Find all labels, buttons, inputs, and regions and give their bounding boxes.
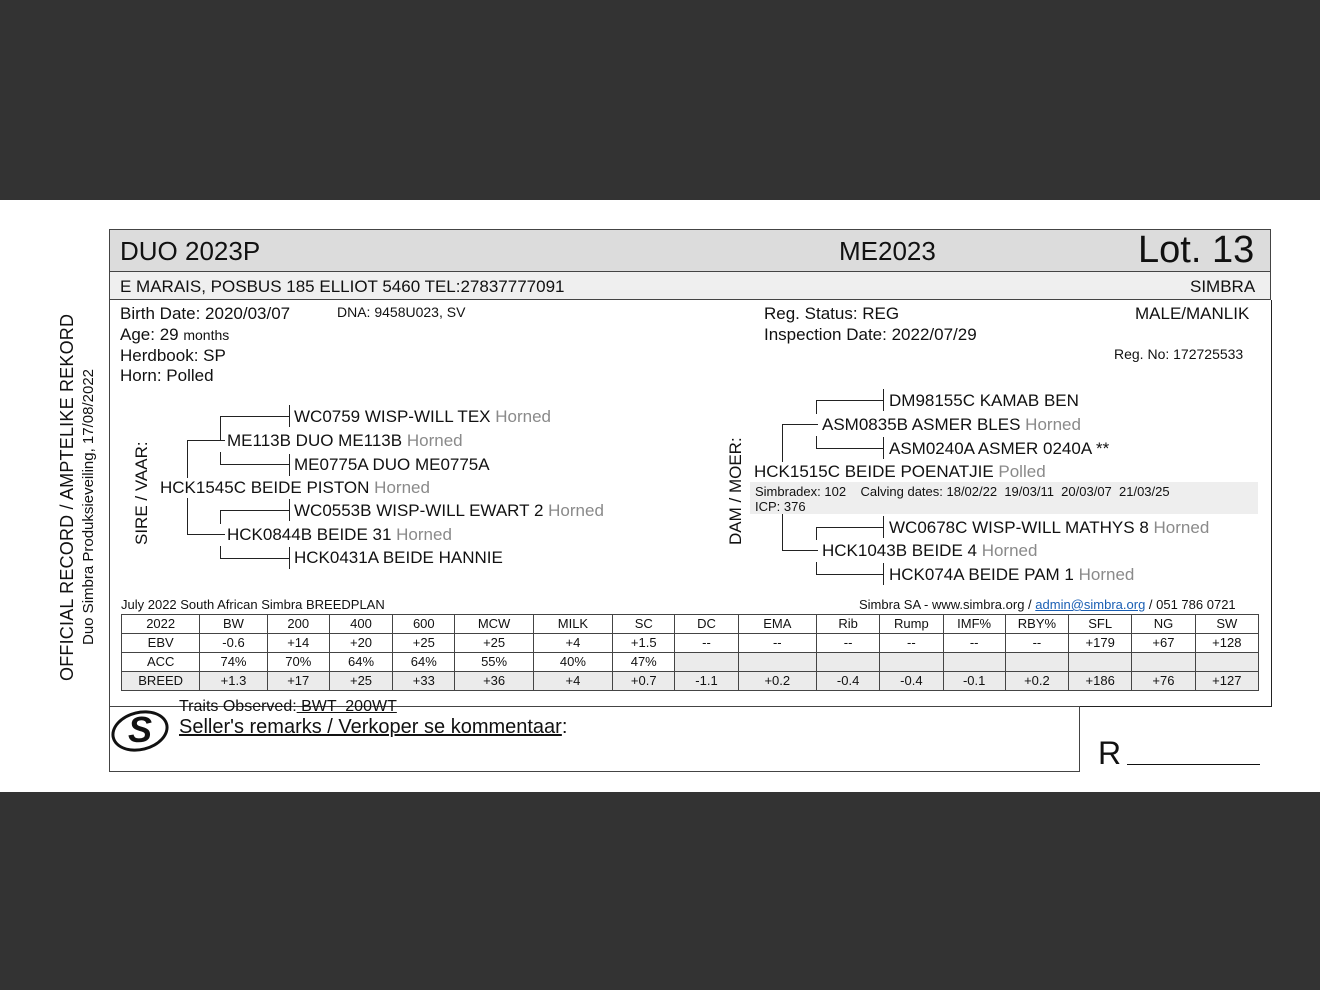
dam-dam-name: HCK1043B BEIDE 4 xyxy=(822,541,977,560)
sire-connector xyxy=(220,464,290,465)
sire-connector xyxy=(187,440,188,478)
horn-status: Horn: Polled xyxy=(120,366,214,385)
sire-sire-dam xyxy=(294,455,490,475)
dam-dam xyxy=(822,541,1037,561)
ebv-row xyxy=(122,634,1259,653)
ebv-cell: +67 xyxy=(1132,634,1195,653)
footer-divider xyxy=(1080,706,1272,707)
dam-connector xyxy=(816,527,817,540)
sire-connector xyxy=(220,558,290,559)
ebv-header-row xyxy=(122,615,1259,634)
sss-horn: Horned xyxy=(495,407,551,426)
sire-connector xyxy=(289,547,290,569)
ebv-cell: +0.7 xyxy=(613,672,675,691)
ebv-cell: 40% xyxy=(533,653,612,672)
dam-stats-line2: ICP: 376 xyxy=(755,499,806,514)
ebv-header-cell: IMF% xyxy=(943,615,1005,634)
sire-dam-horn: Horned xyxy=(396,525,452,544)
ebv-cell: 64% xyxy=(329,653,392,672)
dam-name-text: HCK1515C BEIDE POENATJIE xyxy=(754,462,994,481)
birth-date: Birth Date: 2020/03/07 xyxy=(120,304,291,323)
dam-connector xyxy=(782,550,818,551)
ebv-header-cell: Rib xyxy=(816,615,879,634)
dam-connector xyxy=(782,424,818,425)
footer-divider xyxy=(1271,300,1272,707)
sire-connector xyxy=(289,499,290,521)
ebv-cell: +14 xyxy=(267,634,329,653)
remarks-label: Seller's remarks / Verkoper se kommentaar xyxy=(179,716,562,738)
ebv-cell: -0.1 xyxy=(943,672,1005,691)
sire-connector xyxy=(187,440,225,441)
ebv-cell xyxy=(675,653,738,672)
ddd-horn: Horned xyxy=(1078,565,1135,584)
ebv-header-cell: RBY% xyxy=(1005,615,1068,634)
sire-sire-horn: Horned xyxy=(406,431,463,450)
ebv-row-label: BREED xyxy=(122,672,200,691)
contact-email-link[interactable]: admin@simbra.org xyxy=(1035,597,1146,612)
ebv-cell: +179 xyxy=(1069,634,1132,653)
ebv-cell xyxy=(880,653,943,672)
dds-horn: Horned xyxy=(1153,518,1210,537)
dam-connector xyxy=(816,400,817,414)
dam-connector xyxy=(816,527,884,528)
animal-id: DUO 2023P xyxy=(120,236,261,266)
sds-horn: Horned xyxy=(548,501,604,520)
ebv-cell: -0.4 xyxy=(880,672,943,691)
lot-number: Lot. 13 xyxy=(1138,229,1255,271)
sire-dam-dam xyxy=(294,548,503,568)
ebv-cell: 55% xyxy=(455,653,533,672)
animal-code: ME2023 xyxy=(839,236,936,266)
dam-connector xyxy=(883,389,884,411)
dam-sire-sire xyxy=(889,391,1079,411)
reg-status: Reg. Status: REG xyxy=(764,304,900,323)
dam-sire xyxy=(822,415,1081,435)
ebv-header-cell: 200 xyxy=(267,615,329,634)
dss-name: DM98155C KAMAB BEN xyxy=(889,391,1079,410)
ebv-header-cell: 400 xyxy=(329,615,392,634)
ebv-cell xyxy=(943,653,1005,672)
dds-name: WC0678C WISP-WILL MATHYS 8 xyxy=(889,518,1149,537)
sire-dam xyxy=(227,525,452,545)
ebv-cell: -- xyxy=(816,634,879,653)
ddd-name: HCK074A BEIDE PAM 1 xyxy=(889,565,1074,584)
ebv-cell: +4 xyxy=(533,634,612,653)
sss-name: WC0759 WISP-WILL TEX xyxy=(294,407,491,426)
dam-connector xyxy=(883,516,884,538)
age xyxy=(120,325,229,345)
dam-sire-dam xyxy=(889,439,1109,459)
simbra-logo-letter: S xyxy=(128,709,153,750)
sire-dam-sire xyxy=(294,501,604,521)
ebv-cell: +25 xyxy=(393,634,455,653)
ebv-cell: -- xyxy=(880,634,943,653)
seller-remarks[interactable] xyxy=(179,716,567,739)
sire-connector xyxy=(220,416,221,440)
age-value: Age: 29 xyxy=(120,325,179,344)
ebv-cell: +36 xyxy=(455,672,533,691)
dam-connector xyxy=(816,562,817,574)
ebv-header-cell: NG xyxy=(1132,615,1195,634)
dna: DNA: 9458U023, SV xyxy=(337,304,466,320)
dam-dam-dam xyxy=(889,565,1134,585)
dam-connector xyxy=(782,514,783,550)
dam-label: DAM / MOER: xyxy=(726,437,745,545)
sire-connector xyxy=(220,546,221,558)
ebv-cell: +186 xyxy=(1069,672,1132,691)
dam-connector xyxy=(883,437,884,459)
sire-connector xyxy=(220,510,221,524)
sire-name xyxy=(160,478,430,498)
ebv-row-label: ACC xyxy=(122,653,200,672)
sire-connector xyxy=(220,452,221,464)
ebv-cell: 74% xyxy=(200,653,267,672)
ebv-header-cell: EMA xyxy=(738,615,816,634)
price-field[interactable] xyxy=(1127,764,1260,765)
ebv-header-cell: DC xyxy=(675,615,738,634)
ebv-row xyxy=(122,672,1259,691)
breed-label: SIMBRA xyxy=(1190,277,1256,296)
ebv-cell: 47% xyxy=(613,653,675,672)
ebv-row-label: EBV xyxy=(122,634,200,653)
dam-dam-horn: Horned xyxy=(981,541,1038,560)
owner-line: E MARAIS, POSBUS 185 ELLIOT 5460 TEL:27837777091 xyxy=(120,277,565,296)
ebv-header-cell: Rump xyxy=(880,615,943,634)
dam-connector xyxy=(816,400,884,401)
traits-label: Traits Observed: xyxy=(179,698,297,715)
sex: MALE/MANLIK xyxy=(1135,304,1250,323)
ebv-table xyxy=(121,614,1259,691)
ebv-cell xyxy=(816,653,879,672)
dam-dam-sire xyxy=(889,518,1209,538)
ebv-header-cell: SC xyxy=(613,615,675,634)
sire-connector xyxy=(187,498,188,534)
ebv-header-cell: BW xyxy=(200,615,267,634)
ebv-cell: +25 xyxy=(455,634,533,653)
dam-sire-name: ASM0835B ASMER BLES xyxy=(822,415,1021,434)
ebv-cell xyxy=(1005,653,1068,672)
sire-connector xyxy=(289,405,290,427)
ebv-cell: -0.6 xyxy=(200,634,267,653)
card-header xyxy=(109,229,1271,272)
traits-value: BWT 200WT xyxy=(296,698,397,715)
breedplan-title: July 2022 South African Simbra BREEDPLAN xyxy=(121,597,385,612)
ebv-cell: -1.1 xyxy=(675,672,738,691)
sire-connector xyxy=(187,534,225,535)
ebv-header-cell: SFL xyxy=(1069,615,1132,634)
sire-sire xyxy=(227,431,463,451)
ebv-cell xyxy=(738,653,816,672)
dam-sire-horn: Horned xyxy=(1025,415,1081,434)
sire-name-text: HCK1545C BEIDE PISTON xyxy=(160,478,370,497)
ebv-cell: +0.2 xyxy=(738,672,816,691)
ebv-cell xyxy=(1132,653,1195,672)
ebv-cell: +1.3 xyxy=(200,672,267,691)
ebv-cell: -- xyxy=(675,634,738,653)
ebv-cell: +25 xyxy=(329,672,392,691)
ebv-header-cell: MCW xyxy=(455,615,533,634)
ebv-cell: +76 xyxy=(1132,672,1195,691)
traits-observed xyxy=(179,698,397,716)
dsd-name: ASM0240A ASMER 0240A ** xyxy=(889,439,1110,458)
herdbook: Herdbook: SP xyxy=(120,346,226,365)
ebv-cell: 64% xyxy=(393,653,455,672)
reg-number: Reg. No: 172725533 xyxy=(1114,346,1244,362)
ebv-cell: -- xyxy=(943,634,1005,653)
ebv-cell: +0.2 xyxy=(1005,672,1068,691)
ebv-header-cell: MILK xyxy=(533,615,612,634)
sire-connector xyxy=(220,416,290,417)
simbra-logo xyxy=(110,705,172,757)
ebv-cell: +127 xyxy=(1195,672,1258,691)
sire-sire-sire xyxy=(294,407,551,427)
ebv-cell: +4 xyxy=(533,672,612,691)
ssd-name: ME0775A DUO ME0775A xyxy=(294,455,490,474)
official-record-label: OFFICIAL RECORD / AMPTELIKE REKORD xyxy=(57,313,77,681)
sale-label: Duo Simbra Produksieveiling, 17/08/2022 xyxy=(80,369,97,645)
ebv-cell: 70% xyxy=(267,653,329,672)
dam-connector xyxy=(883,563,884,585)
dam-horn: Polled xyxy=(998,462,1046,481)
dam-stats-line1: Simbradex: 102 Calving dates: 18/02/22 19/03/11 20/03/07 21/03/25 xyxy=(755,484,1170,499)
price-prefix: R xyxy=(1098,735,1122,771)
remarks-colon: : xyxy=(561,716,568,738)
contact-suffix: / 051 786 0721 xyxy=(1145,597,1236,612)
ebv-cell: -- xyxy=(1005,634,1068,653)
dam-connector xyxy=(782,424,783,462)
sire-connector xyxy=(220,510,290,511)
dam-connector xyxy=(816,574,884,575)
ebv-header-cell: 600 xyxy=(393,615,455,634)
ebv-cell: -0.4 xyxy=(816,672,879,691)
sire-sire-name: ME113B DUO ME113B xyxy=(227,431,403,450)
sds-name: WC0553B WISP-WILL EWART 2 xyxy=(294,501,544,520)
ebv-header-cell: SW xyxy=(1195,615,1258,634)
ebv-cell: +1.5 xyxy=(613,634,675,653)
dam-connector xyxy=(816,436,817,448)
sire-horn: Horned xyxy=(374,478,430,497)
dam-name xyxy=(754,462,1046,482)
breedplan-contact xyxy=(859,597,1236,612)
inspection-date: Inspection Date: 2022/07/29 xyxy=(764,325,977,344)
contact-prefix: Simbra SA - www.simbra.org / xyxy=(859,597,1036,612)
sire-dam-name: HCK0844B BEIDE 31 xyxy=(227,525,392,544)
ebv-cell: +128 xyxy=(1195,634,1258,653)
ebv-cell: +33 xyxy=(393,672,455,691)
sdd-name: HCK0431A BEIDE HANNIE xyxy=(294,548,503,567)
ebv-cell xyxy=(1195,653,1258,672)
ebv-row xyxy=(122,653,1259,672)
sire-label: SIRE / VAAR: xyxy=(132,441,151,545)
sire-connector xyxy=(289,454,290,476)
ebv-header-cell: 2022 xyxy=(122,615,200,634)
age-unit: months xyxy=(183,327,230,343)
ebv-cell: -- xyxy=(738,634,816,653)
ebv-cell: +20 xyxy=(329,634,392,653)
dam-connector xyxy=(816,448,884,449)
ebv-cell: +17 xyxy=(267,672,329,691)
ebv-cell xyxy=(1069,653,1132,672)
